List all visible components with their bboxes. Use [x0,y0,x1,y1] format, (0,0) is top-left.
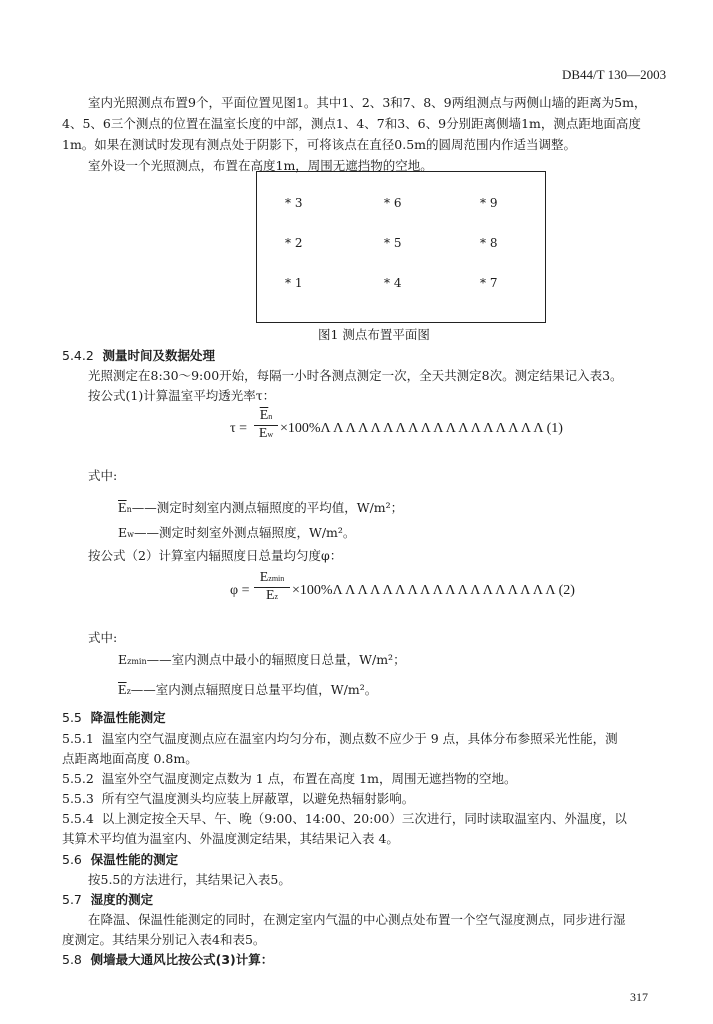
section-5-5-4-a: 5.5.4 以上测定按全天早、午、晚（9:00、14:00、20:00）三次进行，同时读取温室内、外温度，以 [62,811,627,826]
section-5-4-2-p1: 光照测定在8:30～9:00开始，每隔一小时各测点测定一次，全天共测定8次。测定结果记入表3。 [88,368,623,383]
document-code: DB44/T 130—2003 [562,67,667,82]
formula-2: φ = Ezmin $\overline{E}z$ ×100%Λ Λ Λ Λ Λ Λ Λ Λ Λ Λ Λ Λ Λ Λ Λ Λ Λ Λ (2) [230,570,575,603]
measurement-point-diagram [256,171,546,323]
where-1-item-1: $\overline{E}n——$测定时刻室内测点辐照度的平均值，W/m²； [118,500,404,516]
section-5-5-heading: 5.5 降温性能测定 [62,710,166,725]
where-2-item-2: $\overline{E}z——$室内测点辐照度日总量平均值，W/m²。 [118,682,378,698]
point-7: * 7 [480,276,498,290]
section-5-6-heading: 5.6 保温性能的测定 [62,852,179,867]
point-6: * 6 [384,196,402,210]
point-9: * 9 [480,196,498,210]
where-2-item-1: Ezmin——室内测点中最小的辐照度日总量，W/m²； [118,652,406,667]
formula-2-intro: 按公式（2）计算室内辐照度日总量均匀度φ： [88,548,343,563]
section-5-8-heading: 5.8 侧墙最大通风比按公式(3)计算： [62,952,274,967]
intro-line-1: 室内光照测点布置9个，平面位置见图1。其中1、2、3和7、8、9两组测点与两侧山墙的距离为5m， [88,95,647,110]
section-5-7-p2: 度测定。其结果分别记入表4和表5。 [62,932,266,947]
where-1-item-2: Ew——测定时刻室外测点辐照度，W/m²。 [118,525,356,540]
point-1: * 1 [285,276,303,290]
section-5-7-p1: 在降温、保温性能测定的同时，在测定室内气温的中心测点处布置一个空气湿度测点，同步进行湿 [88,912,626,927]
section-5-4-2-heading: 5.4.2 测量时间及数据处理 [62,348,216,363]
section-5-5-4-b: 其算术平均值为温室内、外温度测定结果，其结果记入表 4。 [62,831,399,846]
section-5-4-2-p2: 按公式(1)计算温室平均透光率τ： [88,388,276,403]
section-5-5-1-a: 5.5.1 温室内空气温度测点应在温室内均匀分布，测点数不应少于 9 点，具体分布参照采光性能，测 [62,731,618,746]
formula-1: τ = $\frac{\overline{E}n}{Ew}$ ×100%Λ Λ Λ Λ Λ Λ Λ Λ Λ Λ Λ Λ Λ Λ Λ Λ Λ Λ (1) [230,408,563,441]
intro-line-3: 1m。如果在测试时发现有测点处于阴影下，可将该点在直径0.5m的圆周范围内作适当调整。 [62,137,577,152]
section-5-5-3: 5.5.3 所有空气温度测头均应装上屏蔽罩，以避免热辐射影响。 [62,791,415,806]
point-2: * 2 [285,236,303,250]
point-5: * 5 [384,236,402,250]
page-number: 317 [630,990,648,1004]
intro-line-4: 室外设一个光照测点，布置在高度1m，周围无遮挡物的空地。 [88,158,433,173]
point-3: * 3 [285,196,303,210]
section-5-7-heading: 5.7 湿度的测定 [62,892,154,907]
section-5-6-text: 按5.5的方法进行，其结果记入表5。 [88,872,291,887]
section-5-5-2: 5.5.2 温室外空气温度测定点数为 1 点，布置在高度 1m，周围无遮挡物的空地。 [62,771,517,786]
section-5-5-1-b: 点距离地面高度 0.8m。 [62,751,198,766]
point-4: * 4 [384,276,402,290]
figure-caption: 图1 测点布置平面图 [318,327,430,342]
point-8: * 8 [480,236,498,250]
where-label-2: 式中: [88,630,118,645]
where-label-1: 式中: [88,468,118,483]
intro-line-2: 4、5、6三个测点的位置在温室长度的中部，测点1、4、7和3、6、9分别距离侧墙1m，测点距地面高度 [62,116,641,131]
